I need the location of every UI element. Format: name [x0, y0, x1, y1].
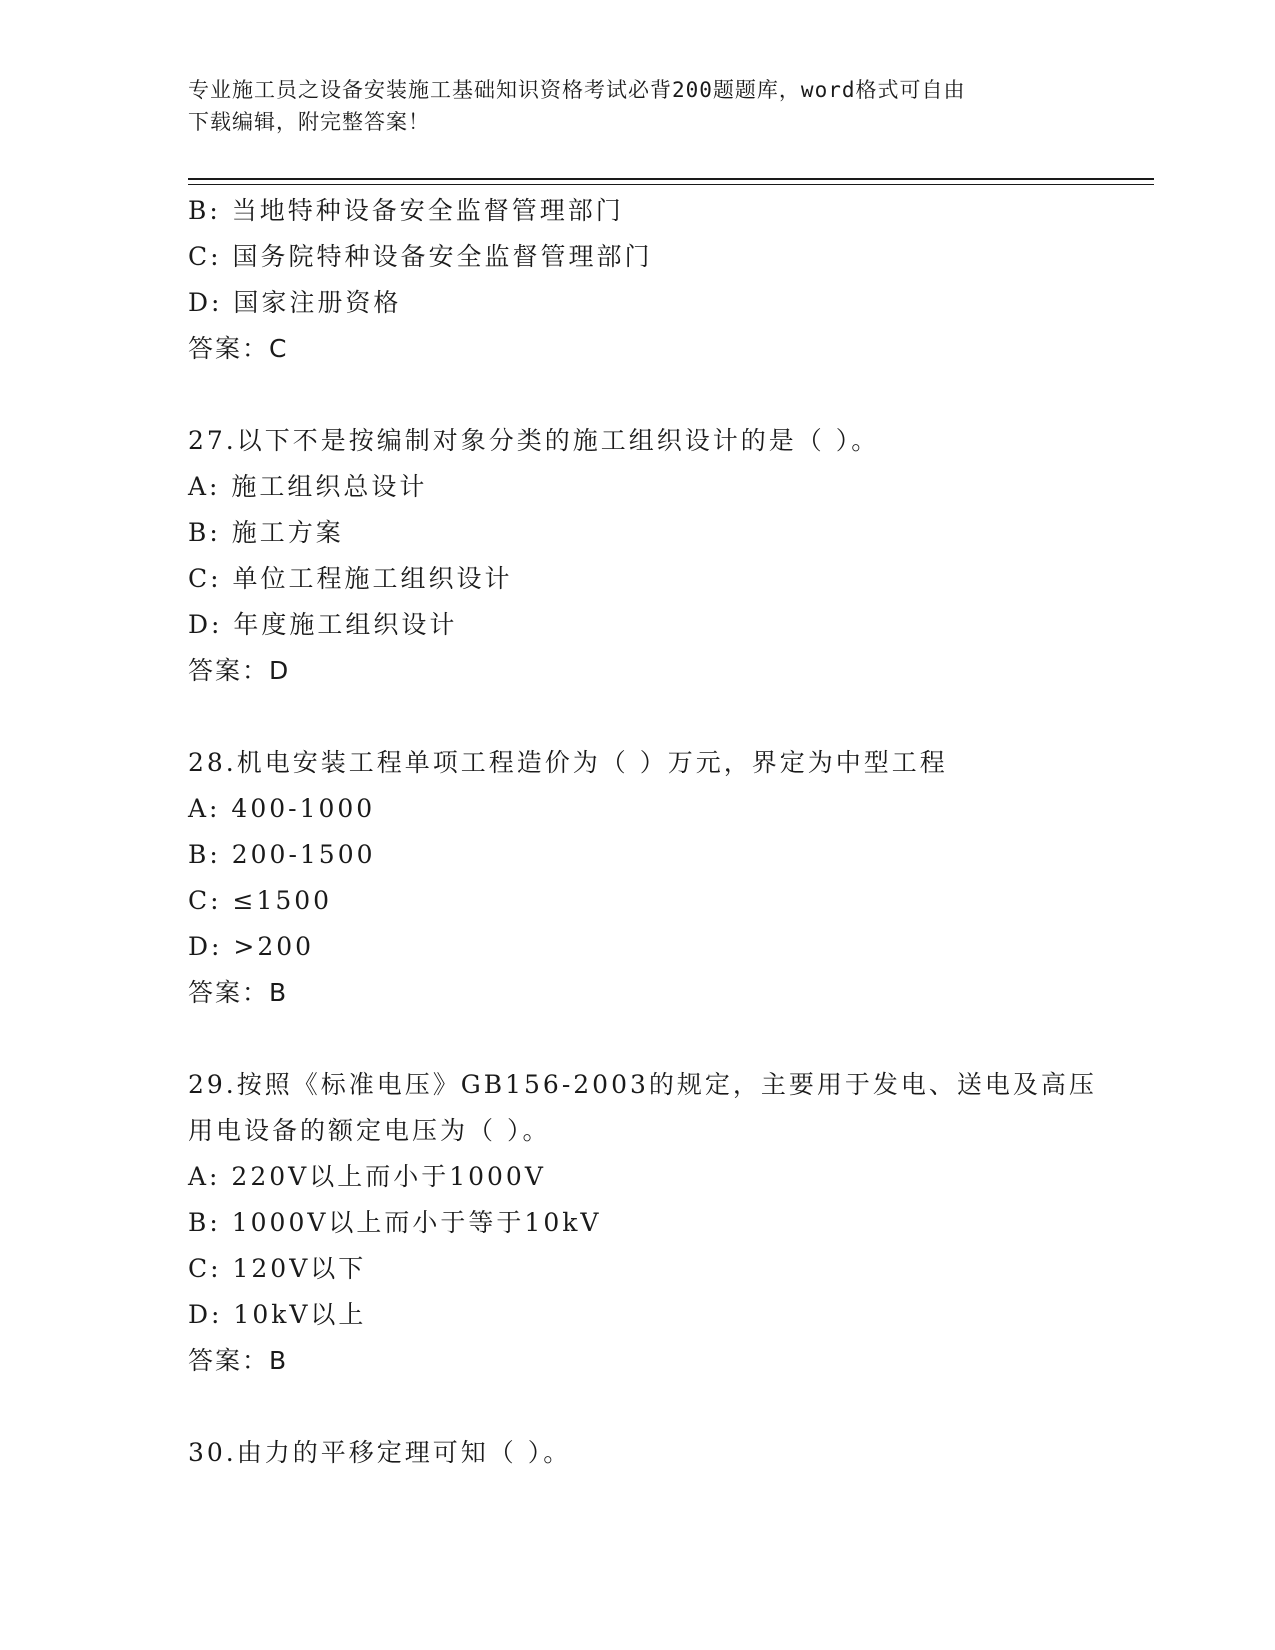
document-header	[188, 74, 1088, 138]
option-b: B: 200-1500	[188, 840, 376, 869]
option-b: B: 当地特种设备安全监督管理部门	[188, 196, 624, 225]
header-divider-thin	[188, 184, 1154, 185]
question-27	[188, 418, 1088, 694]
option-c: C: ≤1500	[188, 886, 333, 915]
header-divider-thick	[188, 178, 1154, 180]
question-stem-line-2: 用电设备的额定电压为（ ）。	[188, 1116, 551, 1145]
question-29	[188, 1062, 1097, 1384]
option-a: A: 220V以上而小于1000V	[188, 1162, 546, 1191]
header-line-2: 下载编辑，附完整答案！	[188, 110, 430, 134]
option-d: D: >200	[188, 932, 315, 961]
option-c: C: 单位工程施工组织设计	[188, 564, 513, 593]
answer: 答案：C	[188, 334, 289, 363]
option-d: D: 10kV以上	[188, 1300, 367, 1329]
answer: 答案：B	[188, 1346, 289, 1375]
question-30	[188, 1430, 1088, 1476]
answer: 答案：B	[188, 978, 289, 1007]
answer: 答案：D	[188, 656, 291, 685]
question-28	[188, 740, 1088, 1016]
question-stem: 30.由力的平移定理可知（ ）。	[188, 1438, 572, 1467]
option-c: C: 国务院特种设备安全监督管理部门	[188, 242, 653, 271]
question-stem: 28.机电安装工程单项工程造价为（ ）万元，界定为中型工程	[188, 748, 948, 777]
option-a: A: 施工组织总设计	[188, 472, 428, 501]
option-c: C: 120V以下	[188, 1254, 367, 1283]
option-b: B: 施工方案	[188, 518, 344, 547]
option-b: B: 1000V以上而小于等于10kV	[188, 1208, 602, 1237]
option-a: A: 400-1000	[188, 794, 376, 823]
question-continued	[188, 188, 1088, 372]
header-line-1: 专业施工员之设备安装施工基础知识资格考试必背200题题库，word格式可自由	[188, 78, 966, 102]
question-stem: 27.以下不是按编制对象分类的施工组织设计的是（ ）。	[188, 426, 880, 455]
question-list	[188, 188, 1097, 1476]
option-d: D: 国家注册资格	[188, 288, 402, 317]
option-d: D: 年度施工组织设计	[188, 610, 458, 639]
question-stem-line-1: 29.按照《标准电压》GB156-2003的规定，主要用于发电、送电及高压	[188, 1070, 1097, 1099]
